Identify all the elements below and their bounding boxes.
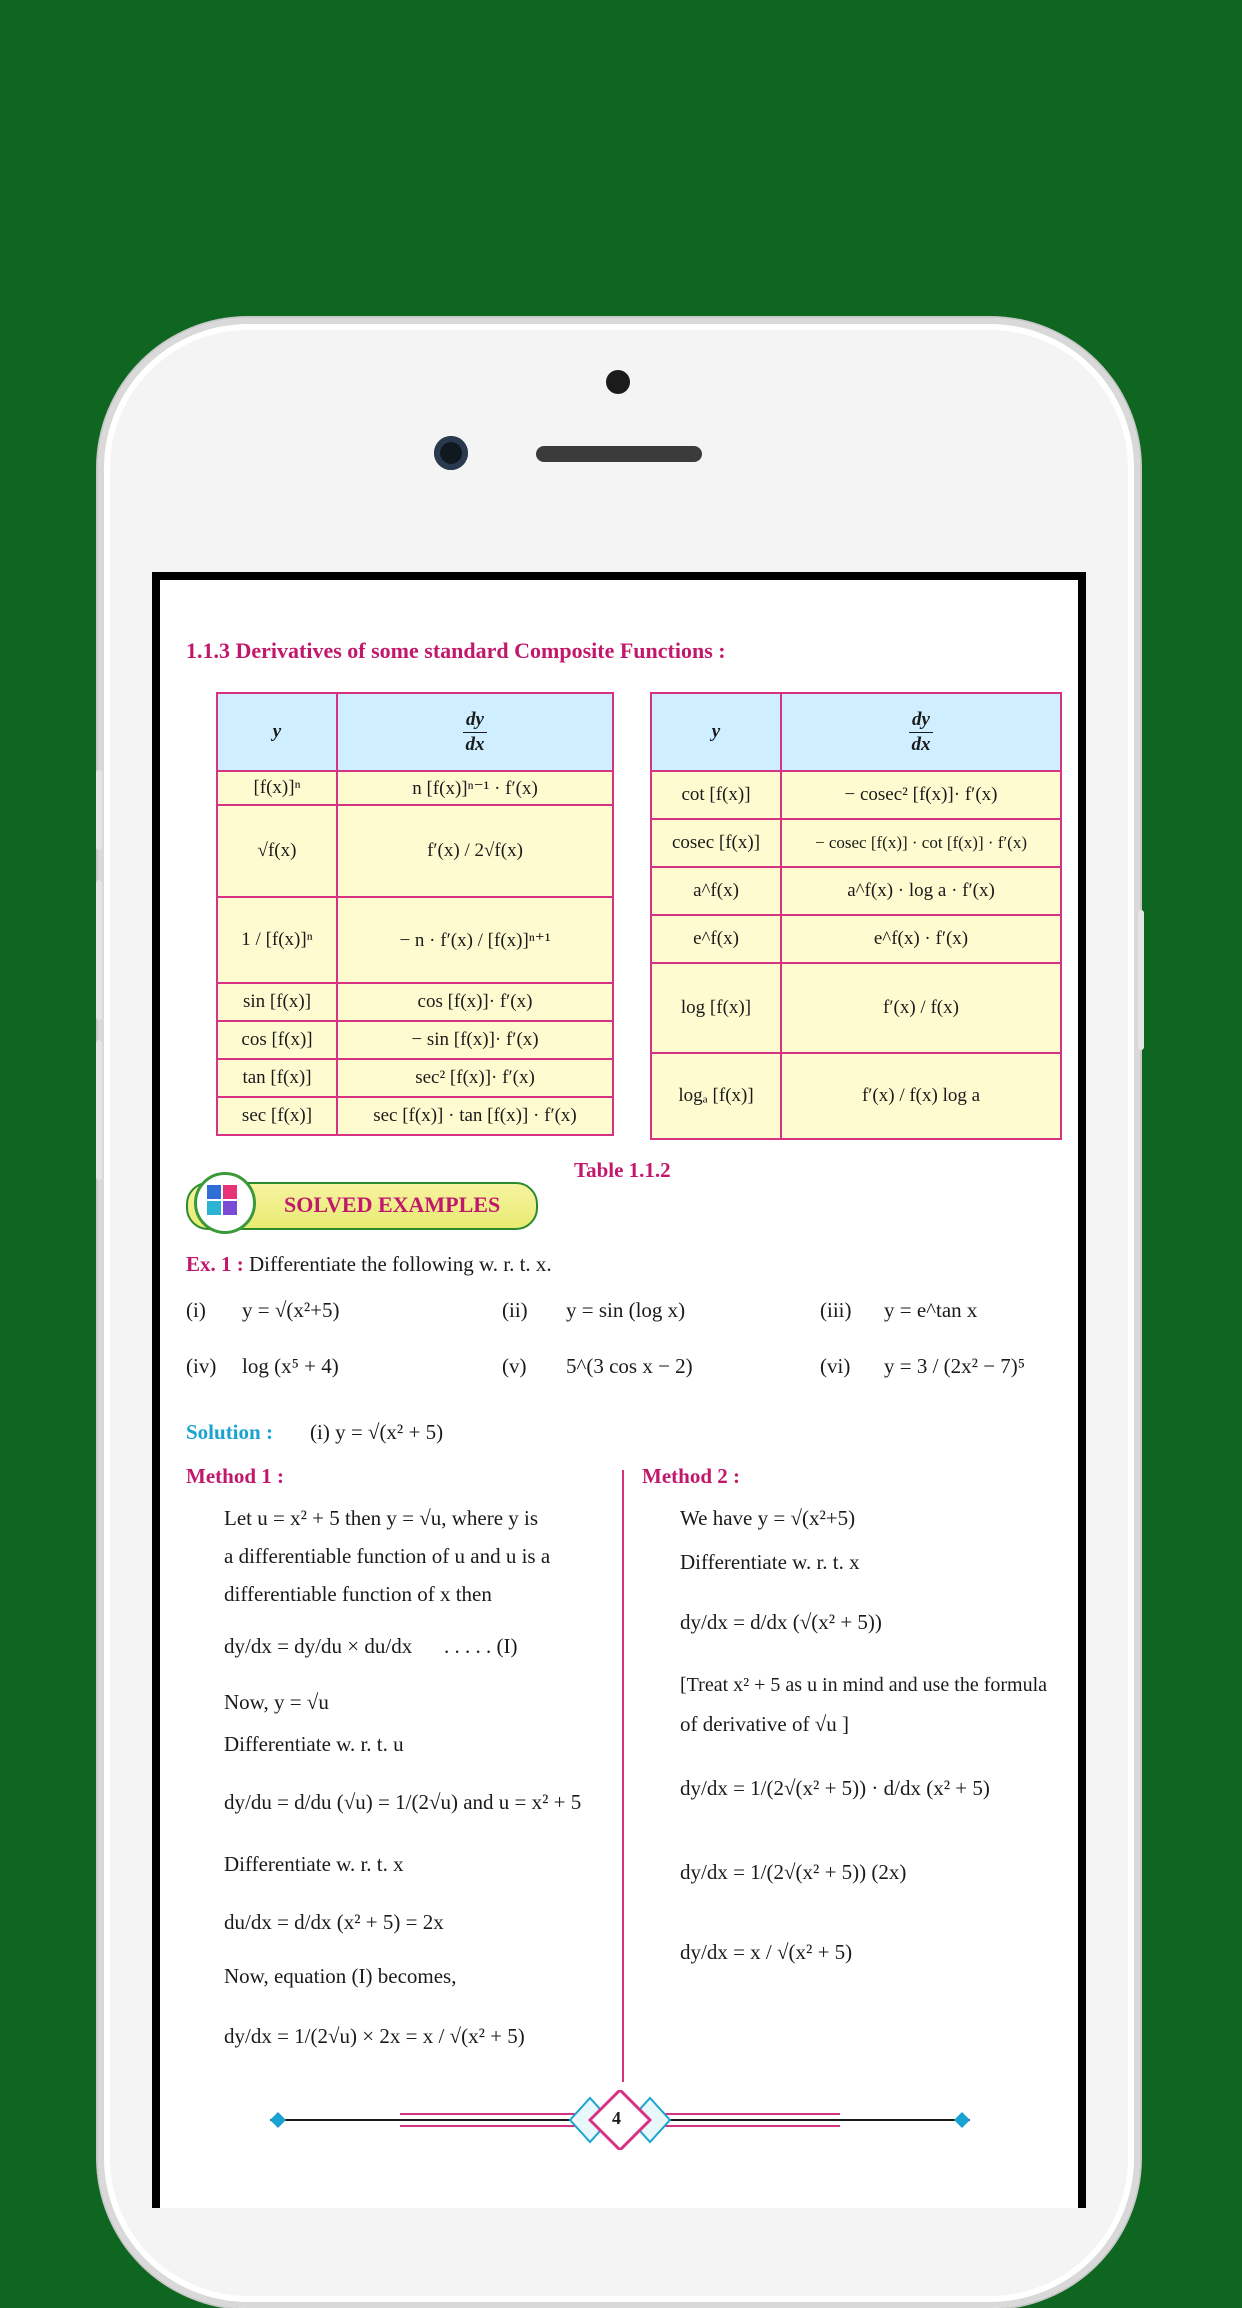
cell-y: √f(x)	[217, 805, 337, 897]
solved-examples-label: SOLVED EXAMPLES	[284, 1192, 501, 1217]
item-expression: 5^(3 cos x − 2)	[566, 1354, 693, 1378]
cell-y: logₐ [f(x)]	[651, 1053, 781, 1139]
cell-derivative: e^f(x) · f′(x)	[781, 915, 1061, 963]
cell-y: 1 / [f(x)]ⁿ	[217, 897, 337, 983]
cell-y: cosec [f(x)]	[651, 819, 781, 867]
solution-expression: (i) y = √(x² + 5)	[310, 1420, 444, 1444]
cell-y: sec [f(x)]	[217, 1097, 337, 1135]
power-button	[1138, 910, 1144, 1050]
method2-line: Differentiate w. r. t. x	[680, 1550, 860, 1574]
item-number: (i)	[186, 1298, 206, 1322]
volume-down-button	[96, 1040, 102, 1180]
method1-line: Now, y = √u	[224, 1690, 329, 1714]
cell-y: tan [f(x)]	[217, 1059, 337, 1097]
cell-derivative: sec² [f(x)]· f′(x)	[337, 1059, 613, 1097]
cell-derivative: f′(x) / 2√f(x)	[337, 805, 613, 897]
cell-derivative: cos [f(x)]· f′(x)	[337, 983, 613, 1021]
cell-y: e^f(x)	[651, 915, 781, 963]
cell-derivative: f′(x) / f(x) log a	[781, 1053, 1061, 1139]
cell-y: [f(x)]ⁿ	[217, 771, 337, 805]
proximity-sensor	[606, 370, 630, 394]
earpiece-speaker	[536, 446, 702, 462]
puzzle-icon	[194, 1172, 256, 1234]
item-number: (vi)	[820, 1354, 851, 1378]
cell-derivative: − n · f′(x) / [f(x)]ⁿ⁺¹	[337, 897, 613, 983]
item-expression: y = e^tan x	[884, 1298, 978, 1322]
solution-label: Solution :	[186, 1420, 273, 1444]
volume-up-button	[96, 880, 102, 1020]
page-number: 4	[612, 2108, 621, 2128]
cell-derivative: − sin [f(x)]· f′(x)	[337, 1021, 613, 1059]
method2-line: dy/dx = x / √(x² + 5)	[680, 1940, 853, 1964]
method2-line: [Treat x² + 5 as u in mind and use the formula	[680, 1674, 1048, 1696]
equation-ref: . . . . . (I)	[444, 1634, 518, 1658]
method-divider	[622, 1470, 624, 2082]
front-camera-icon	[434, 436, 468, 470]
cell-derivative: n [f(x)]ⁿ⁻¹ · f′(x)	[337, 771, 613, 805]
method1-line: a differentiable function of u and u is a	[224, 1544, 551, 1568]
item-expression: log (x⁵ + 4)	[242, 1354, 339, 1378]
mute-switch	[96, 770, 102, 850]
col-header-y: y	[217, 693, 337, 771]
cell-derivative: − cosec² [f(x)]· f′(x)	[781, 771, 1061, 819]
method2-line: We have y = √(x²+5)	[680, 1506, 856, 1530]
method1-title: Method 1 :	[186, 1464, 284, 1488]
cell-y: log [f(x)]	[651, 963, 781, 1053]
item-expression: y = 3 / (2x² − 7)⁵	[884, 1354, 1026, 1378]
method1-line: Differentiate w. r. t. x	[224, 1852, 404, 1876]
example-text: Differentiate the following w. r. t. x.	[249, 1252, 552, 1276]
table-caption: Table 1.1.2	[574, 1158, 671, 1182]
item-number: (iii)	[820, 1298, 852, 1322]
col-header-y: y	[651, 693, 781, 771]
textbook-page[interactable]	[160, 580, 1078, 2208]
method1-line: dy/du = d/du (√u) = 1/(2√u) and u = x² + 5	[224, 1790, 582, 1814]
method1-line: Let u = x² + 5 then y = √u, where y is	[224, 1506, 539, 1530]
cell-y: a^f(x)	[651, 867, 781, 915]
method1-line: dy/dx = dy/du × du/dx	[224, 1634, 413, 1658]
derivative-table-left	[216, 692, 614, 1136]
method2-title: Method 2 :	[642, 1464, 740, 1488]
cell-derivative: sec [f(x)] · tan [f(x)] · f′(x)	[337, 1097, 613, 1135]
section-title: 1.1.3 Derivatives of some standard Composite Functions :	[186, 638, 726, 663]
cell-y: sin [f(x)]	[217, 983, 337, 1021]
method2-line: dy/dx = 1/(2√(x² + 5)) · d/dx (x² + 5)	[680, 1776, 990, 1800]
col-header-dydx: $\frac{dy}{dx}$	[337, 693, 613, 771]
cell-y: cot [f(x)]	[651, 771, 781, 819]
item-number: (ii)	[502, 1298, 528, 1322]
cell-y: cos [f(x)]	[217, 1021, 337, 1059]
item-expression: y = √(x²+5)	[242, 1298, 340, 1322]
cell-derivative: − cosec [f(x)] · cot [f(x)] · f′(x)	[781, 819, 1061, 867]
col-header-dydx: $\frac{dy}{dx}$	[781, 693, 1061, 771]
item-number: (v)	[502, 1354, 527, 1378]
method2-line: of derivative of √u ]	[680, 1712, 849, 1736]
method1-line: Now, equation (I) becomes,	[224, 1964, 457, 1988]
method2-line: dy/dx = d/dx (√(x² + 5))	[680, 1610, 882, 1634]
method1-line: dy/dx = 1/(2√u) × 2x = x / √(x² + 5)	[224, 2024, 525, 2048]
method1-line: Differentiate w. r. t. u	[224, 1732, 404, 1756]
method2-line: dy/dx = 1/(2√(x² + 5)) (2x)	[680, 1860, 907, 1884]
example-heading	[186, 1252, 552, 1277]
cell-derivative: a^f(x) · log a · f′(x)	[781, 867, 1061, 915]
derivative-table-right	[650, 692, 1062, 1140]
item-number: (iv)	[186, 1354, 217, 1378]
example-label: Ex. 1 :	[186, 1252, 244, 1276]
item-expression: y = sin (log x)	[566, 1298, 686, 1322]
method1-line: differentiable function of x then	[224, 1582, 492, 1606]
method1-line: du/dx = d/dx (x² + 5) = 2x	[224, 1910, 444, 1934]
cell-derivative: f′(x) / f(x)	[781, 963, 1061, 1053]
